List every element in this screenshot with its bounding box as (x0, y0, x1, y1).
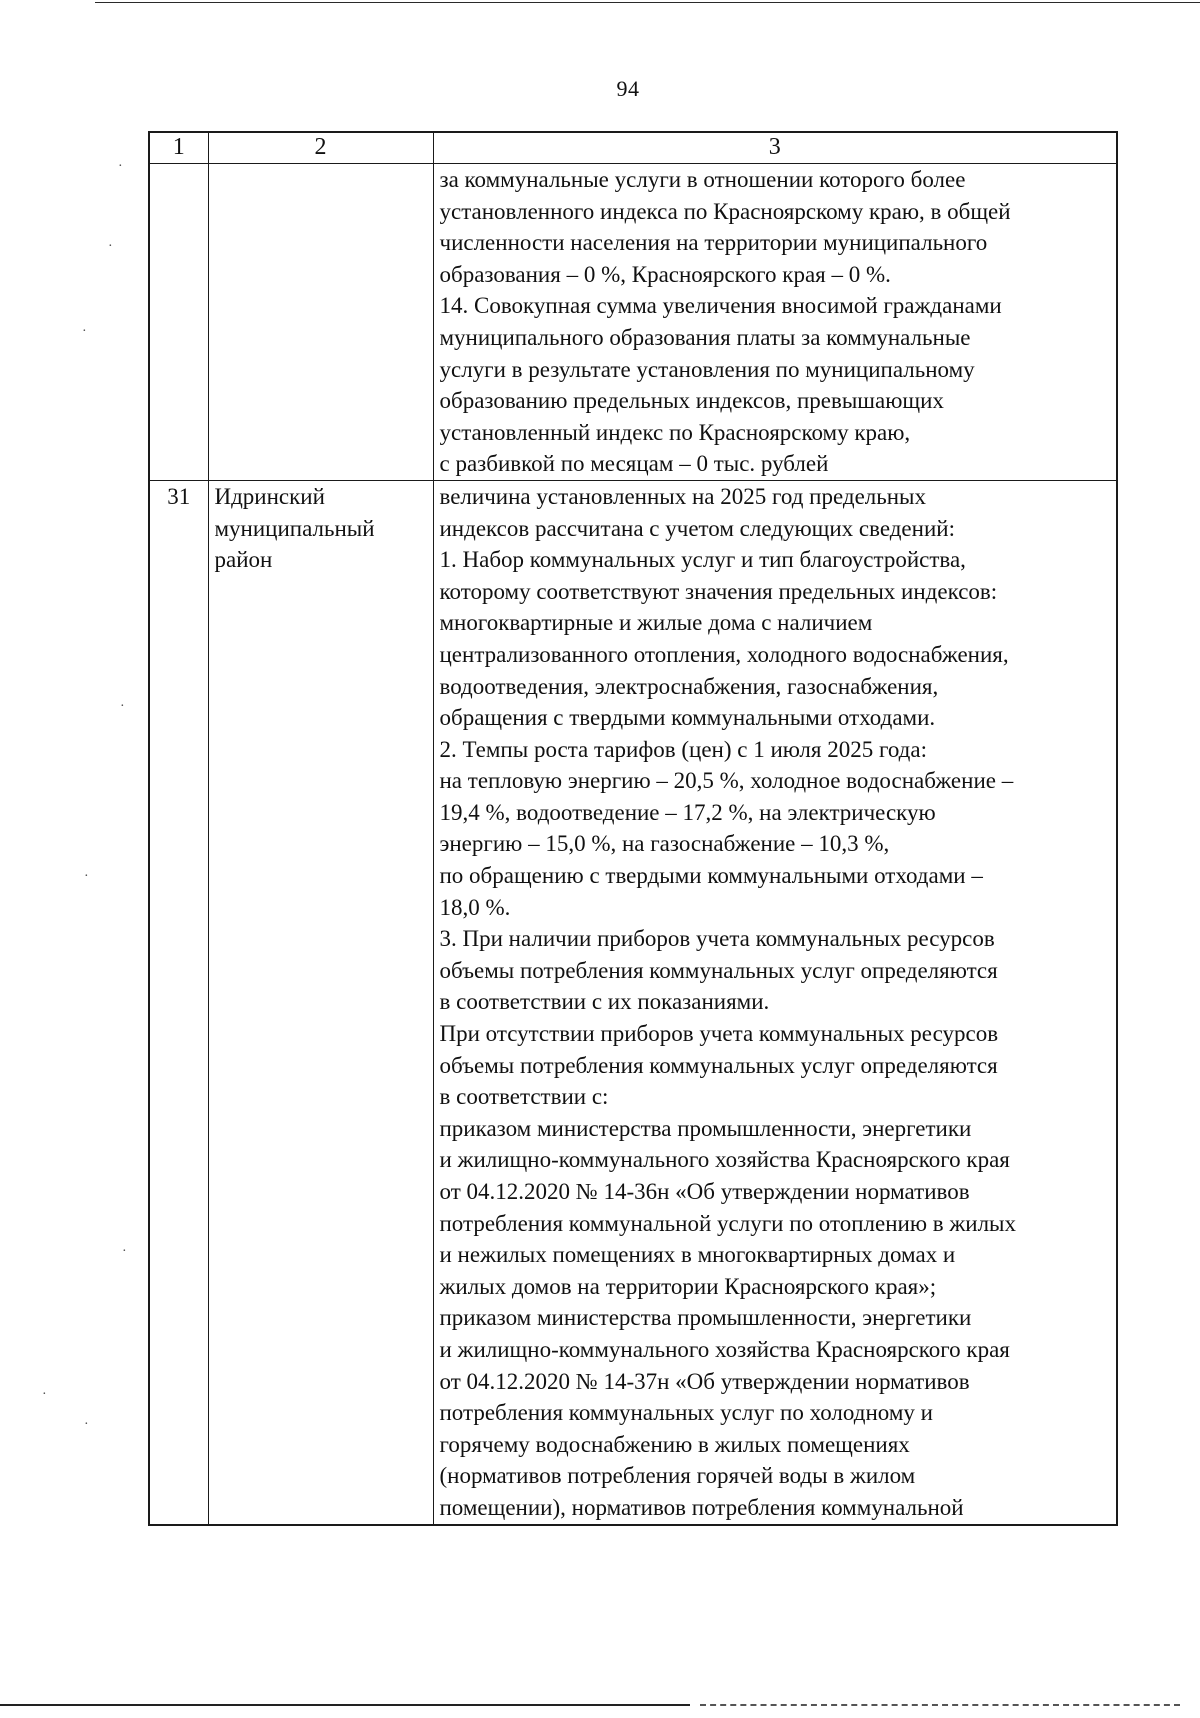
table-header-row (149, 132, 1117, 164)
text-line: 19,4 %, водоотведение – 17,2 %, на электрическую (439, 799, 936, 825)
text-line: При отсутствии приборов учета коммунальных ресурсов (439, 1021, 999, 1047)
row-number-cell (149, 164, 208, 481)
column-header-3: 3 (433, 132, 1117, 164)
text-line: 1. Набор коммунальных услуг и тип благоустройства, (439, 547, 966, 573)
text-line: горячему водоснабжению в жилых помещениях (439, 1431, 910, 1457)
row-number: 31 (167, 483, 191, 509)
text-line: энергию – 15,0 %, на газоснабжение – 10,3 %, (439, 831, 890, 857)
text-line: централизованного отопления, холодного водоснабжения, (439, 641, 1009, 667)
text-line: на тепловую энергию – 20,5 %, холодное водоснабжение – (439, 768, 1014, 794)
row-number-cell (149, 480, 208, 1524)
text-line: многоквартирные и жилые дома с наличием (439, 610, 873, 636)
text-line: муниципального образования платы за коммунальные (439, 324, 971, 350)
text-line: 3. При наличии приборов учета коммунальных ресурсов (439, 926, 995, 952)
scan-speck: · (82, 324, 87, 339)
text-line: муниципальный (214, 515, 375, 541)
text-line: жилых домов на территории Красноярского края»; (439, 1273, 937, 1299)
scan-speck: · (108, 239, 113, 254)
page-number: 94 (616, 76, 640, 101)
scan-speck: · (84, 1417, 89, 1432)
scan-bottom-edge-line (0, 1704, 690, 1706)
text-line: потребления коммунальных услуг по холодному и (439, 1400, 933, 1426)
text-line: Идринский (214, 483, 325, 509)
text-line: 18,0 %. (439, 894, 511, 920)
text-line: от 04.12.2020 № 14-37н «Об утверждении нормативов (439, 1368, 970, 1394)
text-line: 14. Совокупная сумма увеличения вносимой гражданами (439, 293, 1002, 319)
text-line: которому соответствуют значения предельных индексов: (439, 578, 998, 604)
text-line: и жилищно-коммунального хозяйства Красноярского края (439, 1147, 1010, 1173)
description-text (434, 164, 1117, 480)
scan-speck: · (120, 699, 125, 714)
scan-top-edge-line (95, 2, 1200, 3)
text-line: приказом министерства промышленности, энергетики (439, 1305, 972, 1331)
indices-table (148, 131, 1118, 1526)
municipality-cell (208, 164, 433, 481)
scan-speck: · (122, 1244, 127, 1259)
text-line: с разбивкой по месяцам – 0 тыс. рублей (439, 451, 829, 477)
text-line: и нежилых помещениях в многоквартирных домах и (439, 1242, 956, 1268)
text-line: район (214, 547, 273, 573)
scan-speck: · (118, 159, 123, 174)
text-line: приказом министерства промышленности, энергетики (439, 1115, 972, 1141)
text-line: образованию предельных индексов, превышающих (439, 388, 944, 414)
description-cell (433, 480, 1117, 1524)
text-line: объемы потребления коммунальных услуг определяются (439, 957, 998, 983)
text-line: водоотведения, электроснабжения, газоснабжения, (439, 673, 939, 699)
text-line: в соответствии с: (439, 1084, 609, 1110)
text-line: образования – 0 %, Красноярского края – 0 %. (439, 261, 891, 287)
description-text (434, 481, 1117, 1524)
text-line: помещении), нормативов потребления коммунальной (439, 1494, 964, 1520)
text-line: численности населения на территории муниципального (439, 230, 988, 256)
text-line: потребления коммунальной услуги по отоплению в жилых (439, 1210, 1017, 1236)
text-line: от 04.12.2020 № 14-36н «Об утверждении нормативов (439, 1179, 970, 1204)
text-line: и жилищно-коммунального хозяйства Красноярского края (439, 1336, 1010, 1362)
text-line: по обращению с твердыми коммунальными отходами – (439, 863, 983, 889)
scan-speck: · (84, 869, 89, 884)
table-row-continuation (149, 164, 1117, 481)
text-line: величина установленных на 2025 год предельных (439, 483, 927, 509)
text-line: (нормативов потребления горячей воды в жилом (439, 1463, 916, 1489)
column-header-1: 1 (149, 132, 208, 164)
text-line: услуги в результате установления по муниципальному (439, 356, 975, 382)
text-line: установленный индекс по Красноярскому краю, (439, 419, 911, 445)
text-line: обращения с твердыми коммунальными отходами. (439, 705, 936, 731)
municipality-cell (208, 480, 433, 1524)
municipality-name (209, 481, 433, 576)
description-cell (433, 164, 1117, 481)
text-line: объемы потребления коммунальных услуг определяются (439, 1052, 998, 1078)
table-row-31 (149, 480, 1117, 1524)
scan-bottom-edge-dashes (700, 1704, 1180, 1706)
text-line: индексов рассчитана с учетом следующих сведений: (439, 515, 955, 541)
column-header-2: 2 (208, 132, 433, 164)
scan-speck: · (42, 1387, 47, 1402)
text-line: в соответствии с их показаниями. (439, 989, 770, 1015)
text-line: установленного индекса по Красноярскому краю, в общей (439, 198, 1011, 224)
text-line: 2. Темпы роста тарифов (цен) с 1 июля 2025 года: (439, 736, 927, 762)
text-line: за коммунальные услуги в отношении которого более (439, 167, 966, 192)
